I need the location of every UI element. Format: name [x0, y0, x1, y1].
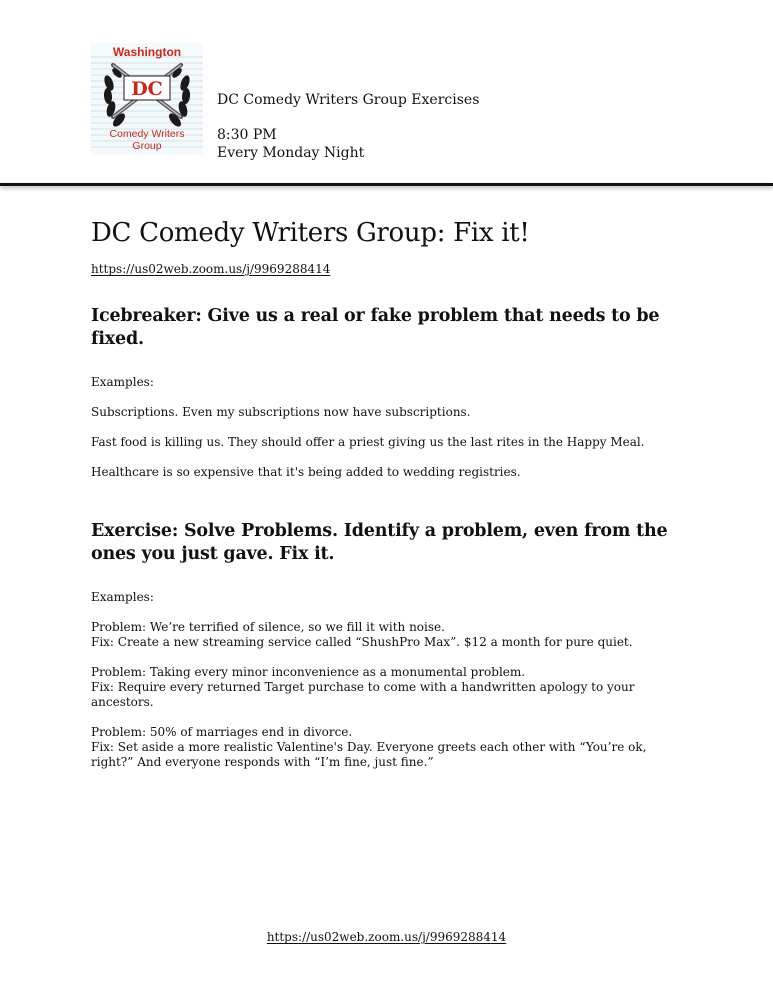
header-divider [0, 183, 773, 186]
fix-text: Fix: Create a new streaming service called “ShushPro Max”. $12 a month for pure quiet. [91, 635, 633, 649]
header-schedule: Every Monday Night [217, 145, 365, 161]
problem-text: Problem: 50% of marriages end in divorce. [91, 725, 353, 739]
fix-text: Fix: Require every returned Target purchase to come with a handwritten apology to your ancestors. [91, 680, 635, 709]
header-info [217, 91, 479, 162]
icebreaker-example: Fast food is killing us. They should offer a priest giving us the last rites in the Happy Meal. [91, 435, 645, 449]
icebreaker-section [91, 305, 691, 480]
logo-top-text: Washington [112, 45, 182, 59]
logo-bottom-line1: Comedy Writers [109, 128, 185, 140]
header-title: DC Comedy Writers Group Exercises [217, 92, 480, 108]
dc-comedy-writers-logo [91, 43, 203, 155]
zoom-link[interactable]: https://us02web.zoom.us/j/9969288414 [91, 262, 331, 276]
header-time: 8:30 PM [217, 127, 277, 143]
page-footer [0, 930, 773, 944]
icebreaker-example: Healthcare is so expensive that it's being added to wedding registries. [91, 465, 521, 479]
logo-monogram: DC [131, 78, 163, 100]
icebreaker-example: Subscriptions. Even my subscriptions now have subscriptions. [91, 405, 471, 419]
logo-bottom-line2: Group [132, 140, 162, 152]
problem-text: Problem: Taking every minor inconvenience as a monumental problem. [91, 665, 526, 679]
icebreaker-examples-label: Examples: [91, 375, 154, 389]
exercise-heading: Exercise: Solve Problems. Identify a problem, even from the ones you just gave. Fix it. [91, 521, 668, 564]
exercise-section [91, 520, 691, 770]
main-content [91, 216, 691, 770]
page-header [0, 0, 773, 184]
footer-zoom-link[interactable]: https://us02web.zoom.us/j/9969288414 [266, 930, 507, 944]
problem-text: Problem: We’re terrified of silence, so we fill it with noise. [91, 620, 445, 634]
problem-fix-item [91, 725, 691, 770]
exercise-examples-label: Examples: [91, 590, 154, 604]
icebreaker-heading: Icebreaker: Give us a real or fake problem that needs to be fixed. [91, 306, 660, 349]
problem-fix-item [91, 665, 691, 710]
fix-text: Fix: Set aside a more realistic Valentine's Day. Everyone greets each other with “You’re ok, right?” And everyone responds with “I’m fine, just fine.” [91, 740, 647, 769]
problem-fix-list [91, 620, 691, 770]
page-title: DC Comedy Writers Group: Fix it! [91, 218, 530, 248]
problem-fix-item [91, 620, 691, 650]
